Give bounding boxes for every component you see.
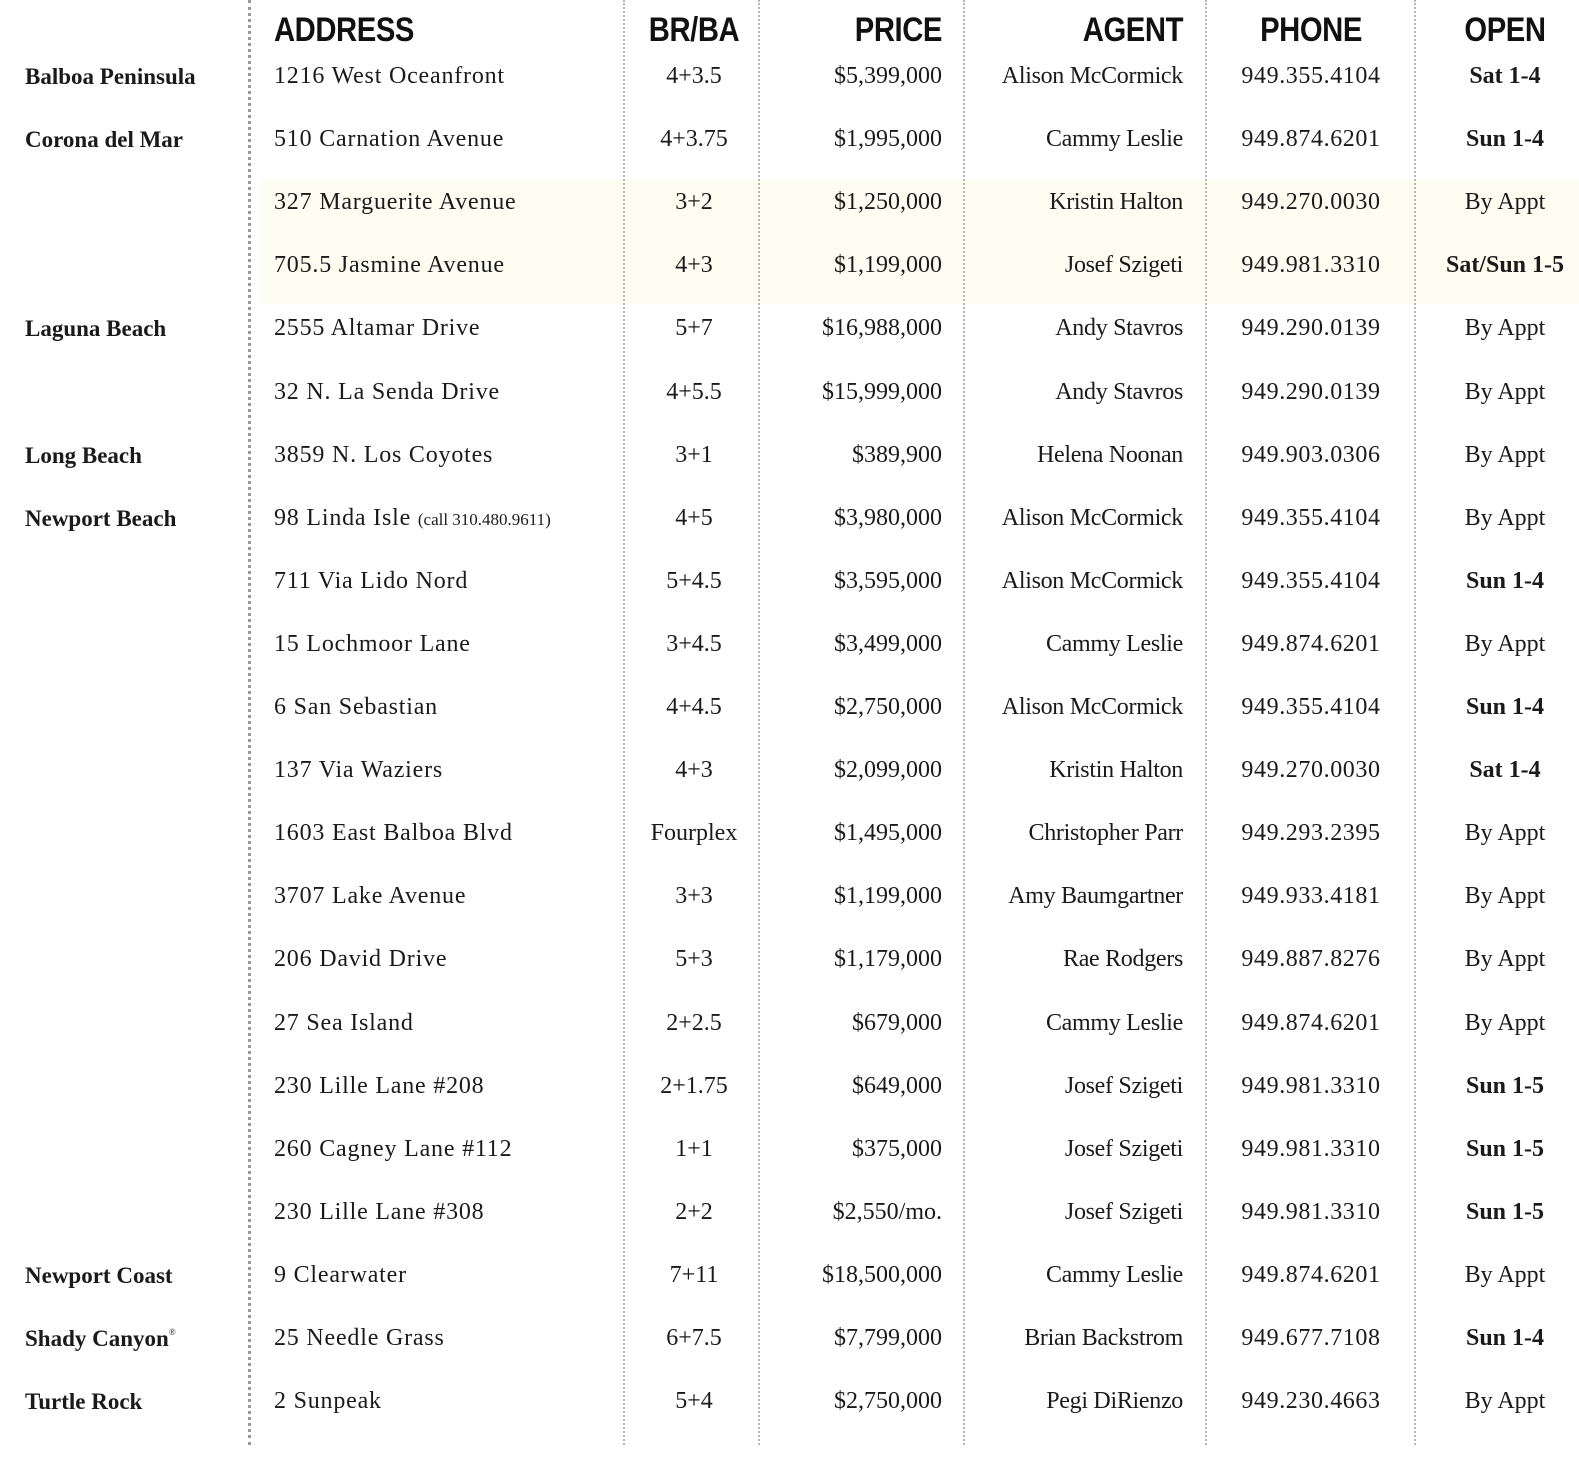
table-row (0, 1055, 1579, 1118)
address (274, 676, 438, 739)
bed-bath: 3+1 (675, 441, 713, 468)
phone-number: 949.355.4104 (1241, 63, 1381, 89)
address (274, 550, 468, 613)
phone-number: 949.290.0139 (1241, 315, 1381, 342)
address (274, 1118, 512, 1181)
agent-name: Cammy Leslie (1045, 630, 1183, 657)
agent-name: Josef Szigeti (1064, 1072, 1183, 1099)
agent-name: Andy Stavros (1055, 378, 1183, 405)
open-house-time: By Appt (1464, 1388, 1546, 1415)
agent-name: Christopher Parr (1028, 820, 1183, 847)
bed-bath: 2+1.75 (660, 1072, 728, 1099)
open-house-time: Sun 1-4 (1465, 126, 1545, 153)
table-row (0, 865, 1579, 928)
address-text: 25 Needle Grass (274, 1325, 445, 1351)
table-row (0, 361, 1579, 424)
phone-number: 949.874.6201 (1241, 126, 1381, 153)
address-text: 711 Via Lido Nord (274, 567, 469, 594)
table-row (0, 550, 1579, 613)
agent-name: Alison McCormick (1001, 504, 1183, 531)
address (274, 1181, 484, 1244)
bed-bath: 3+4.5 (666, 630, 722, 657)
header-agent: AGENT (1082, 11, 1183, 49)
phone-number: 949.293.2395 (1241, 820, 1381, 847)
agent-name: Kristin Halton (1049, 757, 1183, 784)
open-house-time: By Appt (1464, 883, 1546, 910)
bed-bath: 3+2 (675, 189, 713, 216)
table-row (0, 1118, 1579, 1181)
price: $5,399,000 (834, 63, 942, 89)
area-label: Laguna Beach (25, 316, 167, 342)
table-row (0, 234, 1579, 297)
agent-name: Josef Szigeti (1064, 1198, 1183, 1225)
agent-name: Josef Szigeti (1064, 1135, 1183, 1162)
header-brba: BR/BA (648, 11, 740, 49)
phone-number: 949.874.6201 (1241, 1009, 1381, 1036)
address-text: 327 Marguerite Avenue (274, 189, 517, 216)
area-label: Newport Coast (25, 1262, 173, 1288)
bed-bath: 4+3 (675, 757, 713, 784)
address (274, 487, 551, 551)
price: $2,550/mo. (832, 1198, 942, 1225)
address (274, 1307, 445, 1370)
price: $7,799,000 (834, 1325, 942, 1351)
phone-number: 949.677.7108 (1241, 1325, 1381, 1351)
table-row (0, 108, 1579, 171)
area-label: Balboa Peninsula (25, 64, 196, 89)
address (274, 424, 493, 487)
phone-number: 949.981.3310 (1241, 252, 1381, 279)
table-row (0, 928, 1579, 991)
address-note: (call 310.480.9611) (417, 509, 551, 529)
phone-number: 949.355.4104 (1241, 694, 1381, 720)
price: $3,980,000 (834, 504, 942, 531)
table-row (0, 613, 1579, 676)
price: $1,250,000 (834, 189, 942, 216)
bed-bath: 4+3.5 (666, 63, 722, 89)
agent-name: Alison McCormick (1001, 63, 1183, 89)
agent-name: Rae Rodgers (1062, 946, 1183, 973)
bed-bath: 4+5.5 (666, 378, 722, 405)
price: $1,995,000 (834, 126, 942, 153)
agent-name: Helena Noonan (1036, 441, 1183, 468)
agent-name: Andy Stavros (1055, 315, 1183, 342)
bed-bath: 5+7 (675, 315, 713, 342)
phone-number: 949.355.4104 (1241, 504, 1381, 531)
address-text: 98 Linda Isle (274, 504, 412, 531)
price: $389,900 (852, 441, 942, 468)
price: $375,000 (852, 1135, 942, 1162)
table-row (0, 424, 1579, 487)
bed-bath: 2+2 (675, 1198, 713, 1225)
address (274, 928, 447, 991)
price: $649,000 (852, 1072, 942, 1099)
price: $18,500,000 (822, 1261, 942, 1288)
open-house-time: Sun 1-5 (1465, 1135, 1545, 1162)
address-text: 32 N. La Senda Drive (274, 378, 500, 405)
area-name (25, 487, 176, 550)
address (274, 171, 517, 234)
area-label: Newport Beach (25, 505, 177, 531)
area-label: Corona del Mar (25, 127, 184, 153)
phone-number: 949.981.3310 (1241, 1135, 1381, 1162)
bed-bath: 1+1 (675, 1135, 713, 1162)
open-house-time: By Appt (1464, 189, 1546, 216)
bed-bath: 3+3 (675, 883, 713, 910)
open-house-time: By Appt (1464, 820, 1546, 847)
header-address: ADDRESS (274, 11, 414, 49)
address-text: 705.5 Jasmine Avenue (274, 252, 505, 279)
area-name (25, 1370, 142, 1433)
price: $3,595,000 (834, 567, 942, 594)
address (274, 739, 443, 802)
phone-number: 949.981.3310 (1241, 1198, 1381, 1225)
open-house-time: Sat 1-4 (1469, 757, 1541, 784)
price: $2,750,000 (834, 1388, 942, 1415)
agent-name: Pegi DiRienzo (1046, 1388, 1183, 1415)
open-house-time: By Appt (1464, 630, 1546, 657)
price: $679,000 (852, 1009, 942, 1036)
bed-bath: 4+3 (675, 252, 713, 279)
agent-name: Cammy Leslie (1045, 1009, 1183, 1036)
address-text: 230 Lille Lane #208 (274, 1072, 485, 1099)
bed-bath: 2+2.5 (666, 1009, 722, 1036)
phone-number: 949.290.0139 (1241, 378, 1381, 405)
table-row (0, 297, 1579, 360)
address-text: 206 David Drive (274, 946, 448, 973)
address-text: 3707 Lake Avenue (274, 883, 467, 910)
address (274, 45, 505, 108)
price: $1,179,000 (834, 946, 942, 973)
price: $3,499,000 (834, 630, 942, 657)
address-text: 2 Sunpeak (274, 1388, 382, 1415)
agent-name: Alison McCormick (1001, 694, 1183, 720)
area-name (25, 297, 166, 360)
address (274, 865, 466, 928)
bed-bath: 7+11 (669, 1261, 719, 1288)
open-house-time: Sun 1-5 (1465, 1198, 1545, 1225)
address-text: 510 Carnation Avenue (274, 126, 505, 153)
area-name (25, 108, 183, 171)
area-name (25, 45, 196, 108)
price: $1,495,000 (834, 820, 942, 847)
area-label: Shady Canyon (25, 1326, 169, 1351)
open-house-time: By Appt (1464, 315, 1546, 342)
agent-name: Brian Backstrom (1024, 1325, 1183, 1351)
registered-mark: ® (168, 1327, 176, 1337)
address (274, 297, 480, 360)
table-row (0, 1370, 1579, 1433)
bed-bath: 5+3 (675, 946, 713, 973)
table-row (0, 487, 1579, 550)
price: $2,099,000 (834, 757, 942, 784)
address (274, 108, 504, 171)
table-row (0, 739, 1579, 802)
phone-number: 949.933.4181 (1241, 883, 1381, 910)
open-house-time: By Appt (1464, 1009, 1546, 1036)
bed-bath: 4+3.75 (660, 126, 728, 153)
area-name (25, 1244, 173, 1307)
phone-number: 949.887.8276 (1241, 946, 1381, 973)
price: $15,999,000 (822, 378, 942, 405)
bed-bath: 6+7.5 (666, 1325, 722, 1351)
agent-name: Josef Szigeti (1064, 252, 1183, 279)
agent-name: Amy Baumgartner (1008, 883, 1183, 910)
phone-number: 949.981.3310 (1241, 1072, 1381, 1099)
open-house-time: By Appt (1464, 378, 1546, 405)
agent-name: Cammy Leslie (1045, 1261, 1183, 1288)
address-text: 230 Lille Lane #308 (274, 1198, 485, 1225)
price: $16,988,000 (822, 315, 942, 342)
address (274, 802, 513, 865)
table-row (0, 1244, 1579, 1307)
price: $2,750,000 (834, 694, 942, 720)
open-house-time: Sat/Sun 1-5 (1445, 252, 1565, 279)
open-house-time: By Appt (1464, 504, 1546, 531)
address (274, 1244, 407, 1307)
address (274, 992, 414, 1055)
table-row (0, 802, 1579, 865)
address-text: 1603 East Balboa Blvd (274, 820, 513, 847)
table-row (0, 676, 1579, 739)
address-text: 137 Via Waziers (274, 757, 444, 784)
address-text: 1216 West Oceanfront (274, 63, 505, 89)
phone-number: 949.355.4104 (1241, 567, 1381, 594)
agent-name: Kristin Halton (1049, 189, 1183, 216)
bed-bath: 5+4.5 (666, 567, 722, 594)
agent-name: Alison McCormick (1001, 567, 1183, 594)
address (274, 361, 500, 424)
open-house-time: By Appt (1464, 946, 1546, 973)
open-house-time: Sat 1-4 (1469, 63, 1541, 89)
table-row (0, 1181, 1579, 1244)
area-name (25, 424, 142, 487)
address-text: 9 Clearwater (274, 1261, 407, 1288)
bed-bath: 4+4.5 (666, 694, 722, 720)
header-open: OPEN (1464, 11, 1546, 49)
area-label: Turtle Rock (25, 1389, 143, 1415)
address-text: 3859 N. Los Coyotes (274, 441, 494, 468)
agent-name: Cammy Leslie (1045, 126, 1183, 153)
address-text: 260 Cagney Lane #112 (274, 1135, 513, 1162)
header-price: PRICE (854, 11, 942, 49)
address-text: 15 Lochmoor Lane (274, 630, 471, 657)
open-house-time: Sun 1-4 (1465, 567, 1545, 594)
bed-bath: 4+5 (675, 504, 713, 531)
address-text: 2555 Altamar Drive (274, 315, 481, 342)
table-row (0, 45, 1579, 108)
area-name (25, 1307, 176, 1370)
open-house-time: Sun 1-4 (1465, 694, 1545, 720)
price: $1,199,000 (834, 883, 942, 910)
phone-number: 949.270.0030 (1241, 189, 1381, 216)
header-phone: PHONE (1260, 11, 1362, 49)
address (274, 1055, 484, 1118)
phone-number: 949.874.6201 (1241, 630, 1381, 657)
open-house-time: Sun 1-4 (1465, 1325, 1545, 1351)
address (274, 234, 505, 297)
open-house-time: By Appt (1464, 1261, 1546, 1288)
phone-number: 949.230.4663 (1241, 1388, 1381, 1415)
open-house-time: By Appt (1464, 441, 1546, 468)
table-row (0, 992, 1579, 1055)
bed-bath: 5+4 (675, 1388, 713, 1415)
price: $1,199,000 (834, 252, 942, 279)
phone-number: 949.874.6201 (1241, 1261, 1381, 1288)
table-row (0, 1307, 1579, 1370)
bed-bath: Fourplex (650, 820, 738, 847)
phone-number: 949.270.0030 (1241, 757, 1381, 784)
phone-number: 949.903.0306 (1241, 441, 1381, 468)
area-label: Long Beach (25, 442, 142, 468)
address-text: 27 Sea Island (274, 1009, 414, 1036)
address (274, 1370, 382, 1433)
open-house-time: Sun 1-5 (1465, 1072, 1545, 1099)
address-text: 6 San Sebastian (274, 694, 438, 720)
address (274, 613, 471, 676)
table-row (0, 171, 1579, 234)
